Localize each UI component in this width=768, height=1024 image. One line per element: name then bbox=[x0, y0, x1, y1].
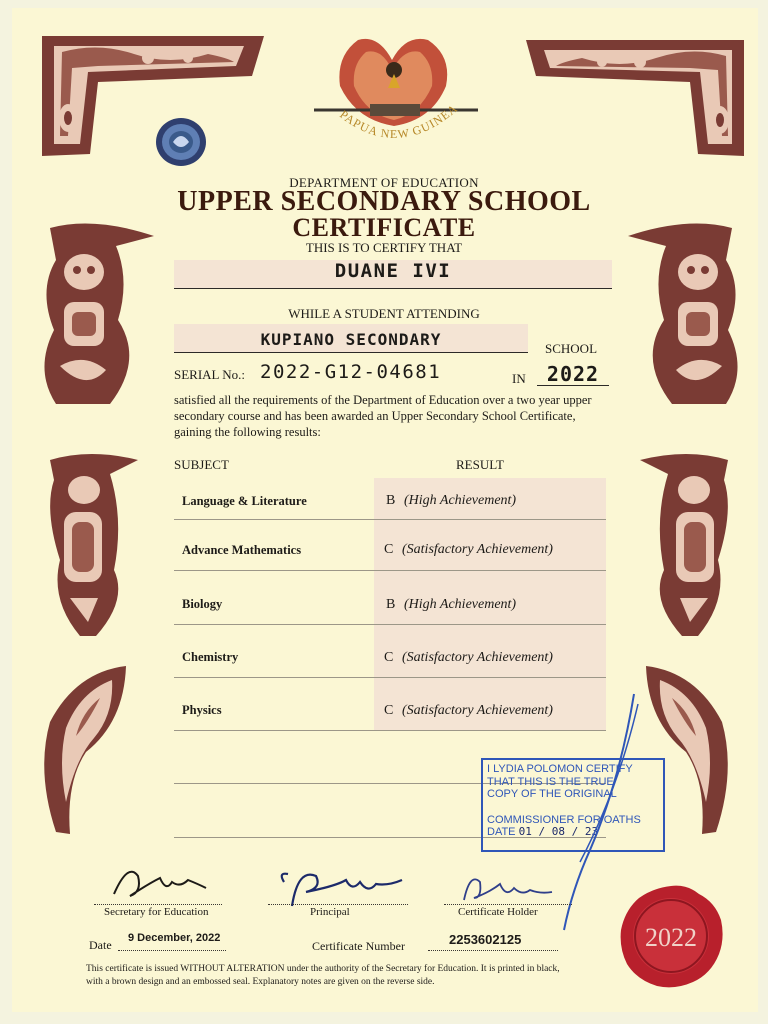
row-divider bbox=[174, 677, 606, 678]
school-name: KUPIANO SECONDARY bbox=[260, 330, 442, 349]
holder-signature-line bbox=[444, 904, 572, 905]
stamp-date-label: DATE bbox=[487, 826, 516, 838]
issue-date: 9 December, 2022 bbox=[128, 932, 221, 944]
row-divider bbox=[174, 570, 606, 571]
wax-seal bbox=[617, 882, 725, 990]
date-label: Date bbox=[89, 938, 112, 952]
grade-description: (High Achievement) bbox=[404, 597, 517, 612]
holder-signature bbox=[460, 868, 560, 908]
subject-name: Physics bbox=[182, 703, 222, 717]
date-line bbox=[118, 950, 226, 951]
student-name: DUANE IVI bbox=[334, 260, 452, 282]
subject-grade: C bbox=[384, 703, 394, 718]
side-motif-left-2 bbox=[40, 450, 140, 640]
certification-statement: satisfied all the requirements of the Department of Education over a two year upper secondary course and has been awarded an Upper Secondary School Certificate, gaining the following results: bbox=[174, 393, 592, 439]
grade-description: (Satisfactory Achievement) bbox=[402, 542, 553, 557]
row-divider bbox=[174, 519, 606, 520]
certify-text: THIS IS TO CERTIFY THAT bbox=[305, 240, 463, 255]
result-column-header: RESULT bbox=[456, 457, 504, 472]
holder-label: Certificate Holder bbox=[458, 906, 538, 918]
grade-description: (High Achievement) bbox=[404, 493, 517, 508]
grade-description: (Satisfactory Achievement) bbox=[402, 650, 553, 665]
stamp-line: THAT THIS IS THE TRUE bbox=[487, 775, 614, 788]
bird-of-paradise-emblem bbox=[296, 30, 492, 180]
school-underline bbox=[174, 352, 528, 353]
attending-text: WHILE A STUDENT ATTENDING bbox=[288, 306, 480, 321]
footer-note: This certificate is issued WITHOUT ALTERATION under the authority of the Secretary for Education. It is printed in black, with a brown design and an embossed seal. Explanatory notes are given on the reverse side. bbox=[86, 964, 560, 987]
grade-description: (Satisfactory Achievement) bbox=[402, 703, 553, 718]
completion-year: 2022 bbox=[546, 362, 600, 386]
year-underline bbox=[537, 385, 609, 386]
seal-year-text: 2022 bbox=[645, 923, 697, 952]
subject-grade: B bbox=[386, 597, 396, 612]
side-motif-left-3 bbox=[36, 662, 132, 838]
subject-column-header: SUBJECT bbox=[174, 457, 229, 472]
serial-label: SERIAL No.: bbox=[174, 367, 246, 382]
certificate-title-line1: UPPER SECONDARY SCHOOL bbox=[177, 186, 591, 217]
stamp-line: I LYDIA POLOMON CERTIFY bbox=[487, 763, 633, 775]
hologram-security-icon bbox=[153, 116, 209, 168]
subject-name: Advance Mathematics bbox=[182, 543, 302, 557]
in-word: IN bbox=[512, 371, 526, 386]
school-word: SCHOOL bbox=[545, 341, 598, 356]
stamp-line: COMMISSIONER FOR OATHS bbox=[487, 813, 641, 826]
subject-name: Chemistry bbox=[182, 650, 239, 664]
subject-name: Biology bbox=[182, 597, 223, 611]
side-motif-right-2 bbox=[638, 450, 738, 640]
stamp-line: COPY OF THE ORIGINAL bbox=[487, 788, 617, 800]
corner-ornament-top-right bbox=[522, 36, 748, 158]
principal-signature-line bbox=[268, 904, 408, 905]
stamp-date-value: 01 / 08 / 23 bbox=[518, 825, 599, 838]
row-divider bbox=[174, 624, 606, 625]
subject-name: Language & Literature bbox=[182, 494, 307, 508]
secretary-signature bbox=[108, 858, 212, 904]
certificate-title-line2: CERTIFICATE bbox=[292, 213, 476, 242]
certificate-number: 2253602125 bbox=[449, 932, 522, 947]
subject-grade: C bbox=[384, 542, 394, 557]
emblem-arc-text: PAPUA NEW GUINEA bbox=[337, 100, 461, 142]
name-underline bbox=[174, 288, 612, 289]
certificate-number-label: Certificate Number bbox=[312, 939, 405, 953]
row-divider bbox=[174, 730, 606, 731]
secretary-signature-line bbox=[94, 904, 222, 905]
principal-label: Principal bbox=[310, 906, 350, 918]
serial-number: 2022-G12-04681 bbox=[260, 361, 442, 383]
department-heading: DEPARTMENT OF EDUCATION bbox=[289, 175, 479, 190]
secretary-label: Secretary for Education bbox=[104, 906, 209, 918]
certificate-number-line bbox=[428, 950, 558, 951]
subject-grade: C bbox=[384, 650, 394, 665]
subject-grade: B bbox=[386, 493, 396, 508]
